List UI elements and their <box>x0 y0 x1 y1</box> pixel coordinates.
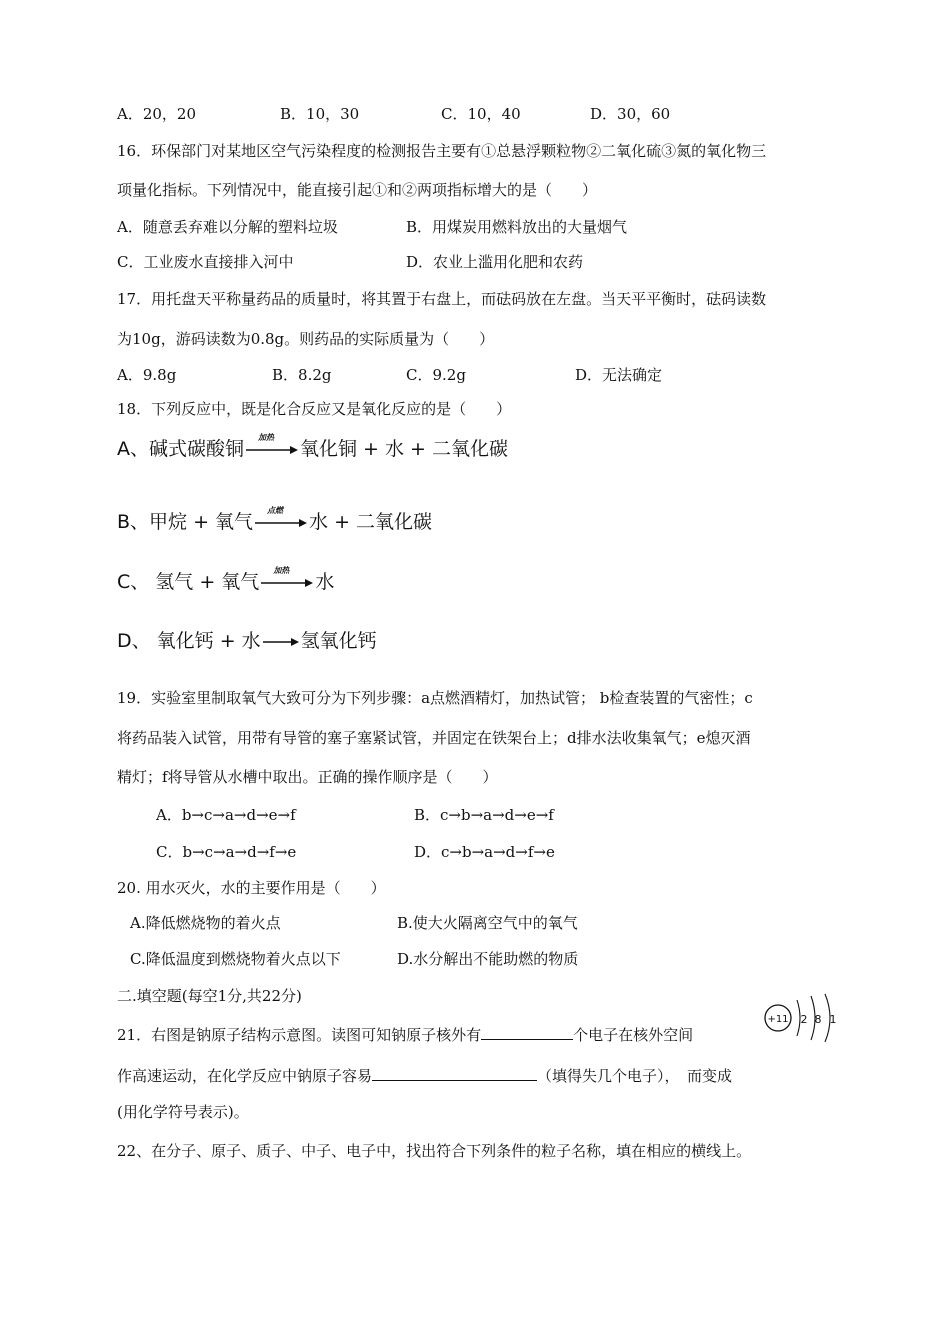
reaction-arrow-icon <box>246 433 298 459</box>
q19-option-a: A．b→c→a→d→e→f <box>156 806 296 824</box>
q20-option-a: A.降低燃烧物的着火点 <box>130 914 281 932</box>
q18-option-d <box>117 632 377 651</box>
q19-stem-line2: 将药品装入试管，用带有导管的塞子塞紧试管，并固定在铁架台上；d排水法收集氧气；e熄灭酒 <box>117 729 751 747</box>
reaction-arrow-icon <box>255 506 307 532</box>
q21-line1-pre: 21．右图是钠原子结构示意图。读图可知钠原子核外有 <box>117 1026 482 1044</box>
q19-stem-line3: 精灯；f将导管从水槽中取出。正确的操作顺序是（ ） <box>117 768 498 786</box>
section-heading: 二.填空题(每空1分,共22分) <box>117 987 302 1005</box>
reaction-condition: 加热 <box>258 433 274 442</box>
q18-c-reactants: C、 氢气 + 氧气 <box>117 571 260 593</box>
q16-option-d: D．农业上滥用化肥和农药 <box>406 253 584 271</box>
q18-option-b <box>117 506 433 533</box>
q18-a-products: 氧化铜 + 水 + 二氧化碳 <box>300 438 508 460</box>
q18-d-reactants: D、 氧化钙 + 水 <box>117 630 261 652</box>
sodium-atom-diagram <box>763 992 843 1042</box>
q15-option-c: C．10，40 <box>441 105 521 123</box>
q17-option-c: C．9.2g <box>406 366 466 384</box>
reaction-arrow-icon <box>261 566 313 592</box>
q19-option-d: D．c→b→a→d→f→e <box>414 843 555 861</box>
q21-blank-2[interactable] <box>372 1066 537 1081</box>
q20-stem: 20. 用水灭火，水的主要作用是（ ） <box>117 879 386 897</box>
q21-line1 <box>117 1025 693 1043</box>
q20-option-c: C.降低温度到燃烧物着火点以下 <box>130 950 341 968</box>
q18-b-reactants: B、甲烷 + 氧气 <box>117 511 254 533</box>
q17-stem-line1: 17．用托盘天平称量药品的质量时，将其置于右盘上，而砝码放在左盘。当天平平衡时，砝码读数 <box>117 290 767 308</box>
q17-option-d: D．无法确定 <box>575 366 663 384</box>
q15-option-d: D．30，60 <box>590 105 671 123</box>
q18-d-products: 氢氧化钙 <box>300 630 377 652</box>
shell-1-electrons: 2 <box>800 1013 808 1026</box>
q17-stem-line2: 为10g，游码读数为0.8g。则药品的实际质量为（ ） <box>117 330 495 348</box>
q18-option-c <box>117 566 335 593</box>
q18-a-reactants: A、碱式碳酸铜 <box>117 438 244 460</box>
q22-stem: 22、在分子、原子、质子、中子、电子中，找出符合下列条件的粒子名称，填在相应的横线上。 <box>117 1142 752 1160</box>
q20-option-b: B.使大火隔离空气中的氧气 <box>397 914 578 932</box>
reaction-condition: 加热 <box>273 566 290 575</box>
q21-line1-post: 个电子在核外空间 <box>573 1026 694 1044</box>
q21-line2-pre: 作高速运动，在化学反应中钠原子容易 <box>117 1067 373 1085</box>
q19-option-b: B．c→b→a→d→e→f <box>414 806 554 824</box>
q16-stem-line2: 项量化指标。下列情况中，能直接引起①和②两项指标增大的是（ ） <box>117 181 598 199</box>
q18-b-products: 水 + 二氧化碳 <box>309 511 433 533</box>
q16-option-c: C．工业废水直接排入河中 <box>117 253 294 271</box>
q18-c-products: 水 <box>315 571 335 593</box>
q19-stem-line1: 19．实验室里制取氧气大致可分为下列步骤：a点燃酒精灯，加热试管； b检查装置的气密性；c <box>117 689 753 707</box>
q17-option-b: B．8.2g <box>272 366 332 384</box>
nucleus-charge: +11 <box>767 1014 789 1025</box>
q21-line2-post: （填得失几个电子）， 而变成 <box>537 1067 733 1085</box>
reaction-arrow-icon <box>263 632 299 651</box>
shell-2-electrons: 8 <box>814 1013 822 1026</box>
q18-stem: 18．下列反应中，既是化合反应又是氧化反应的是（ ） <box>117 400 512 418</box>
q16-option-b: B．用煤炭用燃料放出的大量烟气 <box>406 218 628 236</box>
q21-line2 <box>117 1066 732 1084</box>
q21-line3: (用化学符号表示)。 <box>117 1103 249 1121</box>
shell-3-electrons: 1 <box>829 1013 837 1026</box>
q20-option-d: D.水分解出不能助燃的物质 <box>397 950 579 968</box>
q15-option-a: A．20，20 <box>117 105 197 123</box>
q21-blank-1[interactable] <box>481 1025 573 1040</box>
reaction-condition: 点燃 <box>267 506 284 515</box>
q16-option-a: A．随意丢弃难以分解的塑料垃圾 <box>117 218 338 236</box>
q15-option-b: B．10，30 <box>280 105 360 123</box>
q19-option-c: C．b→c→a→d→f→e <box>156 843 297 861</box>
q18-option-a <box>117 433 508 460</box>
q16-stem-line1: 16．环保部门对某地区空气污染程度的检测报告主要有①总悬浮颗粒物②二氧化硫③氮的氧化物三 <box>117 142 767 160</box>
q17-option-a: A．9.8g <box>117 366 177 384</box>
